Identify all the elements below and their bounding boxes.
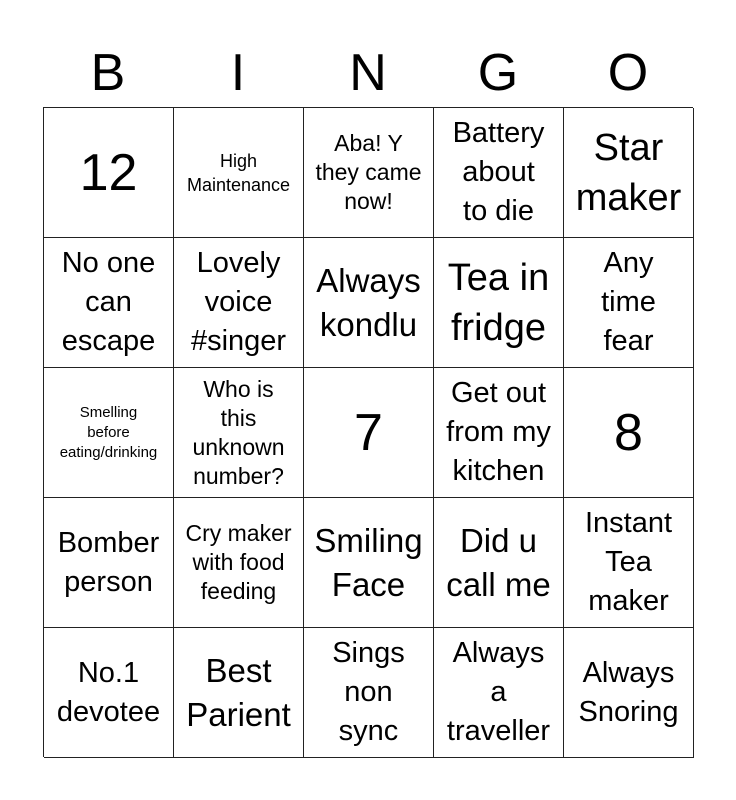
bingo-cell[interactable]	[564, 628, 694, 758]
bingo-cell[interactable]	[304, 108, 434, 238]
cell-text: Best Parient	[186, 651, 291, 733]
bingo-cell[interactable]	[434, 108, 564, 238]
header-letter-n: N	[349, 44, 387, 102]
cell-text: Smelling before eating/drinking	[59, 403, 158, 461]
bingo-cell[interactable]	[44, 368, 174, 498]
bingo-cell[interactable]	[564, 498, 694, 628]
cell-text: Tea in fridge	[447, 256, 550, 349]
cell-text: Any time fear	[601, 247, 656, 357]
cell-text: High Maintenance	[186, 150, 291, 195]
cell-text: Get out from my kitchen	[446, 377, 551, 487]
cell-text: 7	[354, 403, 383, 462]
cell-text: Star maker	[575, 126, 682, 219]
cell-text: Who is this unknown number?	[192, 375, 285, 489]
cell-text: Smiling Face	[314, 521, 423, 603]
bingo-cell[interactable]	[174, 108, 304, 238]
bingo-cell[interactable]	[434, 498, 564, 628]
cell-text: Lovely voice #singer	[190, 247, 287, 357]
cell-text: Always kondlu	[316, 261, 421, 343]
bingo-cell[interactable]	[44, 628, 174, 758]
bingo-cell[interactable]	[174, 628, 304, 758]
cell-text: 12	[79, 143, 138, 202]
cell-text: Sings non sync	[332, 637, 405, 747]
cell-text: Did u call me	[446, 521, 551, 603]
cell-text: Aba! Y they came now!	[315, 130, 422, 214]
header-letter-b: B	[90, 44, 126, 102]
cell-text: Instant Tea maker	[584, 507, 673, 617]
cell-text: Battery about to die	[452, 117, 545, 227]
bingo-header	[43, 38, 693, 108]
bingo-cell[interactable]	[564, 108, 694, 238]
bingo-cell[interactable]	[174, 498, 304, 628]
cell-text: No one can escape	[61, 247, 156, 357]
header-letter-o: O	[607, 44, 649, 102]
bingo-cell[interactable]	[564, 368, 694, 498]
cell-text: Cry maker with food feeding	[185, 520, 292, 604]
bingo-cell[interactable]	[44, 498, 174, 628]
header-letter-g: G	[477, 44, 519, 102]
bingo-cell[interactable]	[434, 368, 564, 498]
bingo-card-grid	[43, 107, 693, 757]
bingo-cell[interactable]	[304, 628, 434, 758]
bingo-cell[interactable]	[434, 628, 564, 758]
bingo-cell[interactable]	[564, 238, 694, 368]
bingo-cell[interactable]	[44, 238, 174, 368]
bingo-cell[interactable]	[44, 108, 174, 238]
cell-text: 8	[614, 403, 643, 462]
cell-text: No.1 devotee	[56, 656, 161, 728]
bingo-cell[interactable]	[304, 498, 434, 628]
bingo-cell[interactable]	[434, 238, 564, 368]
bingo-cell[interactable]	[304, 368, 434, 498]
cell-text: Always Snoring	[578, 656, 679, 728]
cell-text: Always a traveller	[446, 637, 551, 747]
bingo-cell[interactable]	[174, 238, 304, 368]
cell-text: Bomber person	[57, 526, 160, 598]
header-letter-i: I	[230, 44, 246, 102]
bingo-cell[interactable]	[174, 368, 304, 498]
bingo-cell[interactable]	[304, 238, 434, 368]
